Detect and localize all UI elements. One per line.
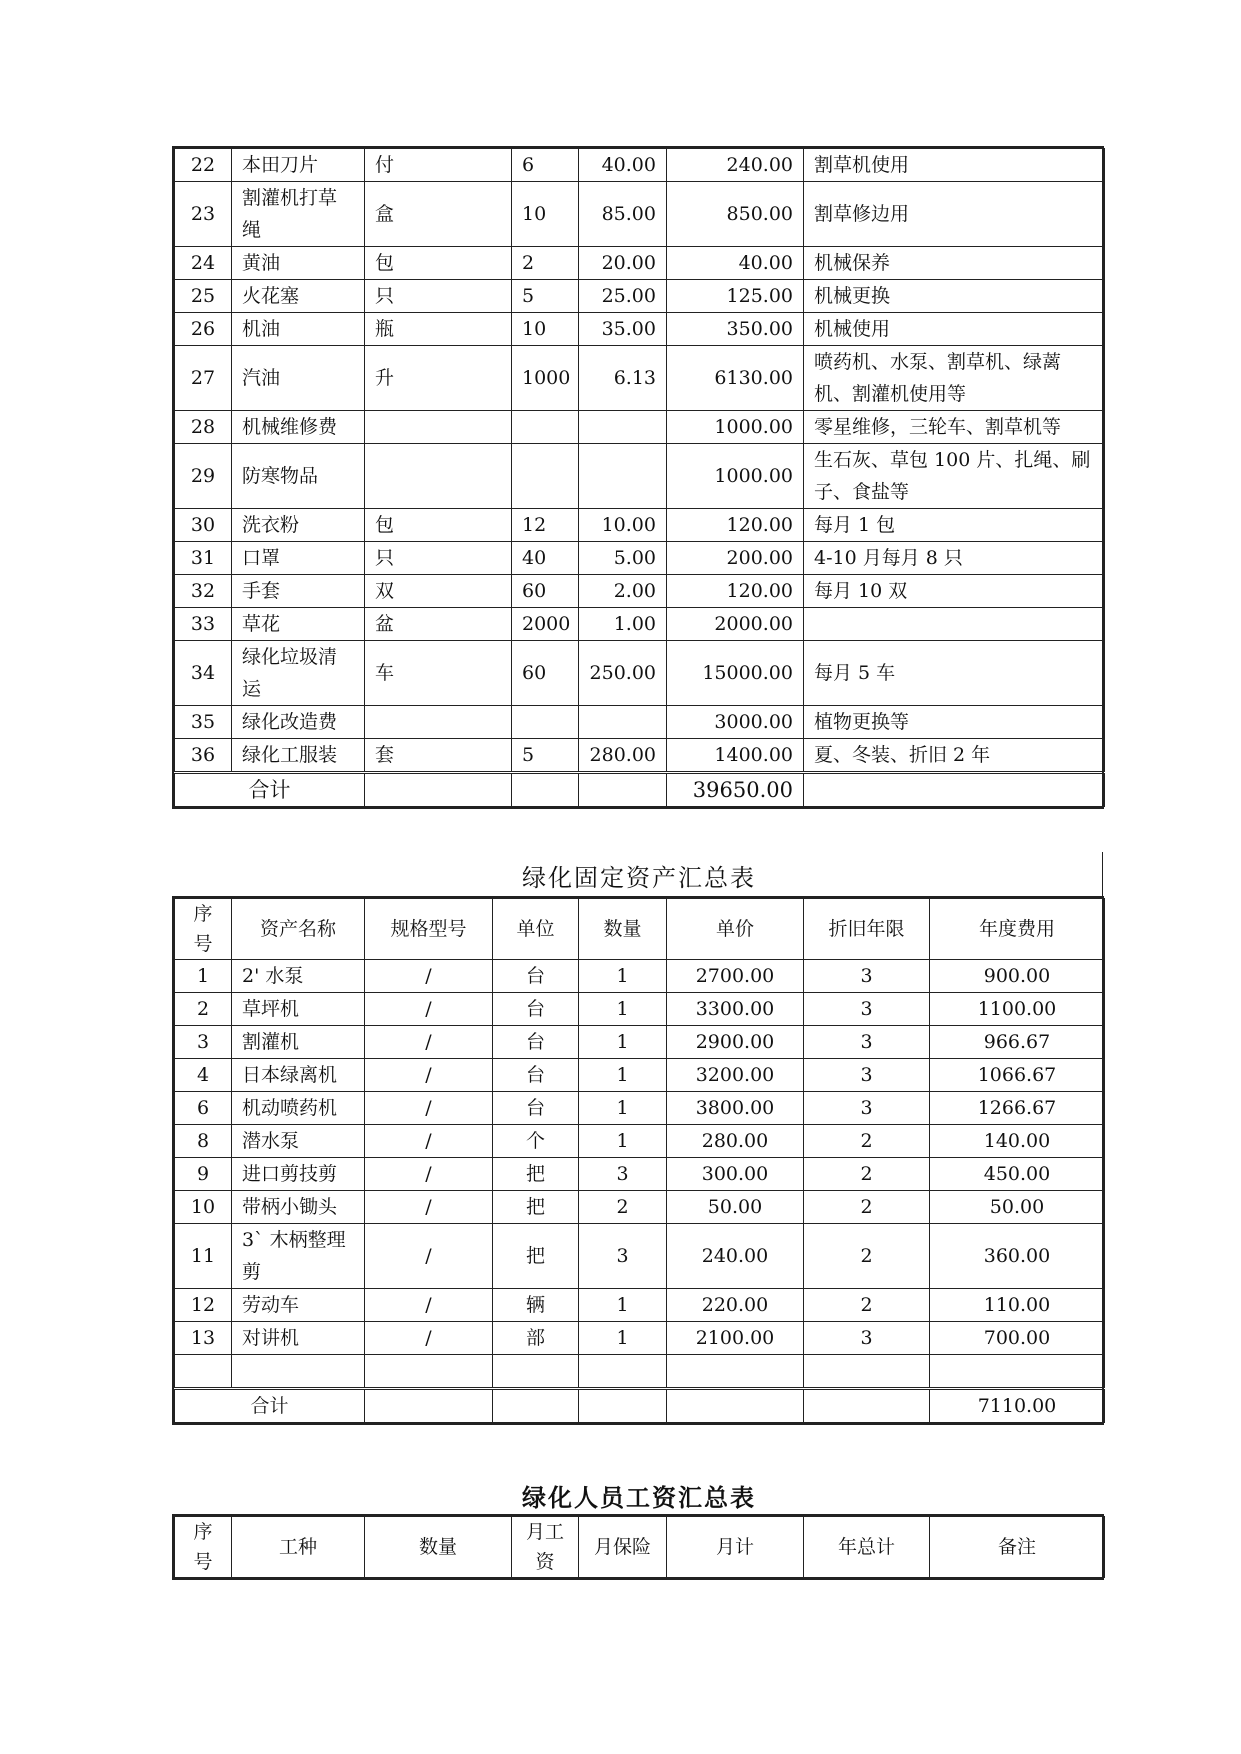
row-number: 1 (175, 960, 232, 993)
item-note: 每月 10 双 (804, 575, 1105, 608)
item-amount: 15000.00 (667, 641, 804, 706)
item-quantity: 40 (512, 542, 579, 575)
row-number: 23 (175, 182, 232, 247)
asset-unit: 台 (493, 1092, 579, 1125)
asset-spec: / (365, 1289, 493, 1322)
column-header: 月保险 (579, 1517, 667, 1578)
asset-name: 机动喷药机 (232, 1092, 365, 1125)
item-unit-price: 250.00 (579, 641, 667, 706)
assets-table-title: 绿化固定资产汇总表 (522, 864, 756, 892)
total-amount: 7110.00 (930, 1389, 1105, 1423)
column-header: 年度费用 (930, 899, 1105, 960)
asset-unit-price: 2700.00 (667, 960, 804, 993)
column-header: 备注 (930, 1517, 1105, 1578)
asset-spec: / (365, 1191, 493, 1224)
item-unit-price: 25.00 (579, 280, 667, 313)
row-number: 10 (175, 1191, 232, 1224)
asset-depreciation-years: 3 (804, 960, 930, 993)
item-name: 火花塞 (232, 280, 365, 313)
item-unit: 付 (365, 149, 512, 182)
item-amount: 350.00 (667, 313, 804, 346)
item-unit-price: 35.00 (579, 313, 667, 346)
asset-depreciation-years: 2 (804, 1125, 930, 1158)
row-number: 29 (175, 444, 232, 509)
item-amount: 200.00 (667, 542, 804, 575)
asset-quantity: 1 (579, 1289, 667, 1322)
asset-unit-price: 240.00 (667, 1224, 804, 1289)
item-note: 机械使用 (804, 313, 1105, 346)
item-amount: 40.00 (667, 247, 804, 280)
asset-spec: / (365, 993, 493, 1026)
item-unit: 只 (365, 542, 512, 575)
asset-unit-price: 3200.00 (667, 1059, 804, 1092)
asset-depreciation-years: 2 (804, 1191, 930, 1224)
item-amount: 1400.00 (667, 739, 804, 773)
asset-name: 带柄小锄头 (232, 1191, 365, 1224)
item-name: 机械维修费 (232, 411, 365, 444)
item-note: 割草修边用 (804, 182, 1105, 247)
item-unit-price: 85.00 (579, 182, 667, 247)
row-number: 8 (175, 1125, 232, 1158)
item-unit: 盆 (365, 608, 512, 641)
item-name: 洗衣粉 (232, 509, 365, 542)
item-note: 割草机使用 (804, 149, 1105, 182)
row-number: 4 (175, 1059, 232, 1092)
item-unit: 升 (365, 346, 512, 411)
asset-quantity: 1 (579, 960, 667, 993)
total-label: 合计 (175, 1389, 365, 1423)
item-unit-price: 1.00 (579, 608, 667, 641)
asset-quantity: 1 (579, 1092, 667, 1125)
item-quantity: 6 (512, 149, 579, 182)
row-number: 13 (175, 1322, 232, 1355)
row-number: 3 (175, 1026, 232, 1059)
item-name: 手套 (232, 575, 365, 608)
asset-spec: / (365, 1059, 493, 1092)
item-name: 黄油 (232, 247, 365, 280)
row-number: 6 (175, 1092, 232, 1125)
item-unit: 盒 (365, 182, 512, 247)
item-unit: 只 (365, 280, 512, 313)
total-label: 合计 (175, 773, 365, 807)
asset-annual-cost: 50.00 (930, 1191, 1105, 1224)
item-note: 机械保养 (804, 247, 1105, 280)
asset-name: 2' 水泵 (232, 960, 365, 993)
item-unit-price: 2.00 (579, 575, 667, 608)
row-number: 30 (175, 509, 232, 542)
asset-annual-cost: 1100.00 (930, 993, 1105, 1026)
item-unit-price: 40.00 (579, 149, 667, 182)
item-amount: 2000.00 (667, 608, 804, 641)
item-unit: 包 (365, 247, 512, 280)
column-header: 折旧年限 (804, 899, 930, 960)
row-number: 33 (175, 608, 232, 641)
asset-annual-cost: 1066.67 (930, 1059, 1105, 1092)
column-header: 月工资 (512, 1517, 579, 1578)
item-unit: 双 (365, 575, 512, 608)
asset-unit: 把 (493, 1158, 579, 1191)
row-number: 35 (175, 706, 232, 739)
column-header: 数量 (365, 1517, 512, 1578)
column-header: 单价 (667, 899, 804, 960)
item-name: 本田刀片 (232, 149, 365, 182)
row-number: 36 (175, 739, 232, 773)
item-note: 喷药机、水泵、割草机、绿蓠机、割灌机使用等 (804, 346, 1105, 411)
asset-name: 3` 木柄整理剪 (232, 1224, 365, 1289)
asset-annual-cost: 1266.67 (930, 1092, 1105, 1125)
item-amount: 120.00 (667, 575, 804, 608)
row-number: 25 (175, 280, 232, 313)
item-amount: 240.00 (667, 149, 804, 182)
asset-depreciation-years: 2 (804, 1158, 930, 1191)
table-frame (172, 146, 1104, 809)
asset-annual-cost: 700.00 (930, 1322, 1105, 1355)
asset-unit-price: 2900.00 (667, 1026, 804, 1059)
asset-name: 草坪机 (232, 993, 365, 1026)
column-header: 月计 (667, 1517, 804, 1578)
column-header: 资产名称 (232, 899, 365, 960)
item-note: 零星维修，三轮车、割草机等 (804, 411, 1105, 444)
item-unit: 套 (365, 739, 512, 773)
row-number: 26 (175, 313, 232, 346)
column-header: 数量 (579, 899, 667, 960)
item-unit: 车 (365, 641, 512, 706)
item-note: 机械更换 (804, 280, 1105, 313)
asset-unit: 台 (493, 1026, 579, 1059)
asset-spec: / (365, 1224, 493, 1289)
table-frame (172, 896, 1104, 1425)
item-name: 绿化改造费 (232, 706, 365, 739)
item-quantity: 12 (512, 509, 579, 542)
item-name: 汽油 (232, 346, 365, 411)
asset-unit-price: 3800.00 (667, 1092, 804, 1125)
row-number: 24 (175, 247, 232, 280)
asset-spec: / (365, 1125, 493, 1158)
asset-spec: / (365, 1158, 493, 1191)
asset-unit-price: 2100.00 (667, 1322, 804, 1355)
item-name: 草花 (232, 608, 365, 641)
item-amount: 3000.00 (667, 706, 804, 739)
item-amount: 1000.00 (667, 444, 804, 509)
asset-annual-cost: 140.00 (930, 1125, 1105, 1158)
asset-quantity: 1 (579, 1026, 667, 1059)
asset-quantity: 1 (579, 1322, 667, 1355)
asset-unit-price: 220.00 (667, 1289, 804, 1322)
asset-quantity: 1 (579, 1059, 667, 1092)
asset-depreciation-years: 3 (804, 1092, 930, 1125)
row-number: 28 (175, 411, 232, 444)
item-name: 割灌机打草绳 (232, 182, 365, 247)
asset-annual-cost: 966.67 (930, 1026, 1105, 1059)
item-unit-price: 280.00 (579, 739, 667, 773)
item-unit: 瓶 (365, 313, 512, 346)
asset-unit: 把 (493, 1224, 579, 1289)
asset-annual-cost: 900.00 (930, 960, 1105, 993)
row-number: 12 (175, 1289, 232, 1322)
item-amount: 125.00 (667, 280, 804, 313)
title-divider (1102, 852, 1103, 896)
total-amount: 39650.00 (667, 773, 804, 807)
item-quantity: 10 (512, 182, 579, 247)
column-header: 工种 (232, 1517, 365, 1578)
asset-name: 潜水泵 (232, 1125, 365, 1158)
item-quantity: 2000 (512, 608, 579, 641)
row-number: 27 (175, 346, 232, 411)
asset-spec: / (365, 960, 493, 993)
item-name: 绿化工服装 (232, 739, 365, 773)
item-quantity: 5 (512, 280, 579, 313)
column-header: 序号 (175, 1517, 232, 1578)
row-number: 22 (175, 149, 232, 182)
item-quantity: 60 (512, 641, 579, 706)
asset-unit-price: 280.00 (667, 1125, 804, 1158)
asset-name: 进口剪技剪 (232, 1158, 365, 1191)
column-header: 单位 (493, 899, 579, 960)
asset-depreciation-years: 2 (804, 1289, 930, 1322)
item-quantity: 2 (512, 247, 579, 280)
asset-unit: 台 (493, 993, 579, 1026)
item-quantity: 10 (512, 313, 579, 346)
asset-depreciation-years: 3 (804, 993, 930, 1026)
row-number: 32 (175, 575, 232, 608)
item-amount: 1000.00 (667, 411, 804, 444)
asset-quantity: 1 (579, 993, 667, 1026)
item-amount: 120.00 (667, 509, 804, 542)
asset-unit: 辆 (493, 1289, 579, 1322)
item-note: 每月 1 包 (804, 509, 1105, 542)
row-number: 9 (175, 1158, 232, 1191)
item-note: 夏、冬装、折旧 2 年 (804, 739, 1105, 773)
column-header: 序号 (175, 899, 232, 960)
row-number: 34 (175, 641, 232, 706)
row-number: 2 (175, 993, 232, 1026)
item-unit-price: 20.00 (579, 247, 667, 280)
item-note: 生石灰、草包 100 片、扎绳、刷子、食盐等 (804, 444, 1105, 509)
asset-quantity: 3 (579, 1158, 667, 1191)
item-note: 每月 5 车 (804, 641, 1105, 706)
item-unit: 包 (365, 509, 512, 542)
item-unit-price: 5.00 (579, 542, 667, 575)
asset-unit-price: 300.00 (667, 1158, 804, 1191)
item-name: 绿化垃圾清运 (232, 641, 365, 706)
asset-quantity: 2 (579, 1191, 667, 1224)
item-unit-price: 10.00 (579, 509, 667, 542)
asset-annual-cost: 360.00 (930, 1224, 1105, 1289)
asset-quantity: 1 (579, 1125, 667, 1158)
item-name: 防寒物品 (232, 444, 365, 509)
item-unit-price: 6.13 (579, 346, 667, 411)
table-frame (172, 1514, 1104, 1580)
asset-unit-price: 50.00 (667, 1191, 804, 1224)
column-header: 年总计 (804, 1517, 930, 1578)
asset-unit: 台 (493, 1059, 579, 1092)
asset-depreciation-years: 3 (804, 1059, 930, 1092)
item-name: 机油 (232, 313, 365, 346)
item-quantity: 5 (512, 739, 579, 773)
asset-annual-cost: 450.00 (930, 1158, 1105, 1191)
asset-quantity: 3 (579, 1224, 667, 1289)
column-header: 规格型号 (365, 899, 493, 960)
asset-name: 日本绿离机 (232, 1059, 365, 1092)
item-quantity: 1000 (512, 346, 579, 411)
asset-unit: 个 (493, 1125, 579, 1158)
asset-annual-cost: 110.00 (930, 1289, 1105, 1322)
row-number: 31 (175, 542, 232, 575)
item-note: 植物更换等 (804, 706, 1105, 739)
asset-depreciation-years: 3 (804, 1322, 930, 1355)
asset-name: 割灌机 (232, 1026, 365, 1059)
wages-table-title: 绿化人员工资汇总表 (522, 1483, 756, 1512)
asset-depreciation-years: 2 (804, 1224, 930, 1289)
item-amount: 850.00 (667, 182, 804, 247)
asset-unit-price: 3300.00 (667, 993, 804, 1026)
asset-name: 对讲机 (232, 1322, 365, 1355)
asset-unit: 台 (493, 960, 579, 993)
asset-unit: 把 (493, 1191, 579, 1224)
item-note: 4-10 月每月 8 只 (804, 542, 1105, 575)
asset-spec: / (365, 1092, 493, 1125)
asset-depreciation-years: 3 (804, 1026, 930, 1059)
asset-spec: / (365, 1026, 493, 1059)
asset-spec: / (365, 1322, 493, 1355)
item-name: 口罩 (232, 542, 365, 575)
item-amount: 6130.00 (667, 346, 804, 411)
row-number: 11 (175, 1224, 232, 1289)
asset-name: 劳动车 (232, 1289, 365, 1322)
asset-unit: 部 (493, 1322, 579, 1355)
item-quantity: 60 (512, 575, 579, 608)
